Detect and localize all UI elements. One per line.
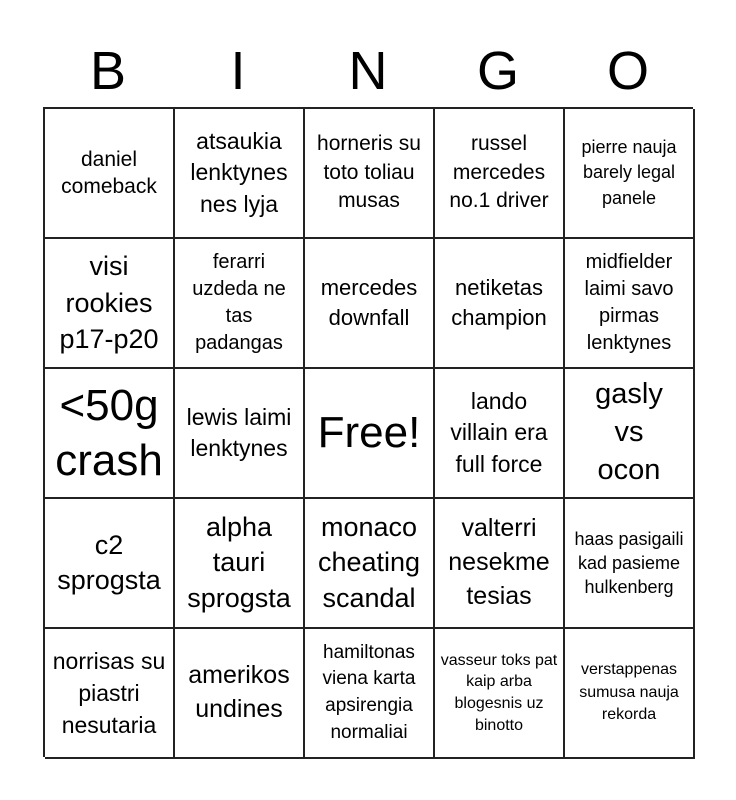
cell-text: netiketas champion bbox=[451, 275, 547, 330]
cell-text: c2 sprogsta bbox=[57, 529, 161, 595]
cell-text: daniel comeback bbox=[61, 147, 157, 198]
cell-text: russel mercedes no.1 driver bbox=[449, 132, 549, 213]
cell-text: horneris su toto toliau musas bbox=[317, 132, 421, 213]
bingo-cell[interactable] bbox=[175, 499, 305, 629]
cell-text: monaco cheating scandal bbox=[317, 512, 421, 613]
bingo-cell[interactable] bbox=[565, 629, 695, 759]
cell-text: norrisas su piastri nesutaria bbox=[52, 647, 166, 739]
bingo-cell[interactable] bbox=[565, 499, 695, 629]
bingo-cell[interactable] bbox=[435, 369, 565, 499]
cell-text: haas pasigaili kad pasieme hulkenberg bbox=[574, 528, 684, 598]
cell-text: vasseur toks pat kaip arba blogesnis uz binotto bbox=[440, 651, 558, 734]
cell-text: hamiltonas viena karta apsirengia normaliai bbox=[322, 641, 416, 743]
cell-text: ferarri uzdeda ne tas padangas bbox=[192, 251, 286, 354]
cell-text: alpha tauri sprogsta bbox=[187, 512, 291, 613]
cell-text: valterri nesekme tesias bbox=[448, 514, 550, 610]
cell-text: gasly vs ocon bbox=[595, 378, 663, 486]
bingo-cell[interactable] bbox=[175, 109, 305, 239]
cell-text: pierre nauja barely legal panele bbox=[581, 137, 677, 208]
bingo-cell[interactable] bbox=[175, 629, 305, 759]
free-space-text: Free! bbox=[317, 407, 421, 457]
bingo-cell[interactable] bbox=[435, 239, 565, 369]
bingo-cell[interactable] bbox=[435, 629, 565, 759]
cell-text: lewis laimi lenktynes bbox=[186, 403, 292, 461]
header-letter-b: B bbox=[89, 41, 127, 101]
cell-text: amerikos undines bbox=[188, 661, 290, 723]
free-space[interactable] bbox=[305, 369, 435, 499]
bingo-cell[interactable] bbox=[45, 369, 175, 499]
header-letter-i: I bbox=[230, 41, 246, 101]
bingo-cell[interactable] bbox=[45, 629, 175, 759]
bingo-cell[interactable] bbox=[565, 239, 695, 369]
cell-text: lando villain era full force bbox=[450, 388, 548, 477]
bingo-cell[interactable] bbox=[305, 499, 435, 629]
bingo-cell[interactable] bbox=[435, 109, 565, 239]
bingo-cell[interactable] bbox=[45, 239, 175, 369]
bingo-cell[interactable] bbox=[435, 499, 565, 629]
bingo-cell[interactable] bbox=[305, 629, 435, 759]
header-letter-n: N bbox=[348, 41, 388, 101]
cell-text: <50g crash bbox=[55, 381, 163, 485]
cell-text: mercedes downfall bbox=[320, 275, 418, 330]
bingo-cell[interactable] bbox=[175, 369, 305, 499]
header-letter-o: O bbox=[606, 41, 649, 101]
bingo-cell[interactable] bbox=[45, 109, 175, 239]
bingo-cell[interactable] bbox=[305, 109, 435, 239]
header-letter-g: G bbox=[476, 41, 519, 101]
bingo-cell[interactable] bbox=[565, 109, 695, 239]
bingo-cell[interactable] bbox=[565, 369, 695, 499]
cell-text: verstappenas sumusa nauja rekorda bbox=[579, 661, 679, 724]
bingo-cell[interactable] bbox=[45, 499, 175, 629]
bingo-header bbox=[43, 36, 693, 106]
bingo-cell[interactable] bbox=[305, 239, 435, 369]
cell-text: atsaukia lenktynes nes lyja bbox=[190, 128, 288, 217]
bingo-cell[interactable] bbox=[175, 239, 305, 369]
cell-text: midfielder laimi savo pirmas lenktynes bbox=[584, 251, 674, 354]
cell-text: visi rookies p17-p20 bbox=[59, 251, 159, 355]
bingo-grid bbox=[43, 107, 693, 757]
